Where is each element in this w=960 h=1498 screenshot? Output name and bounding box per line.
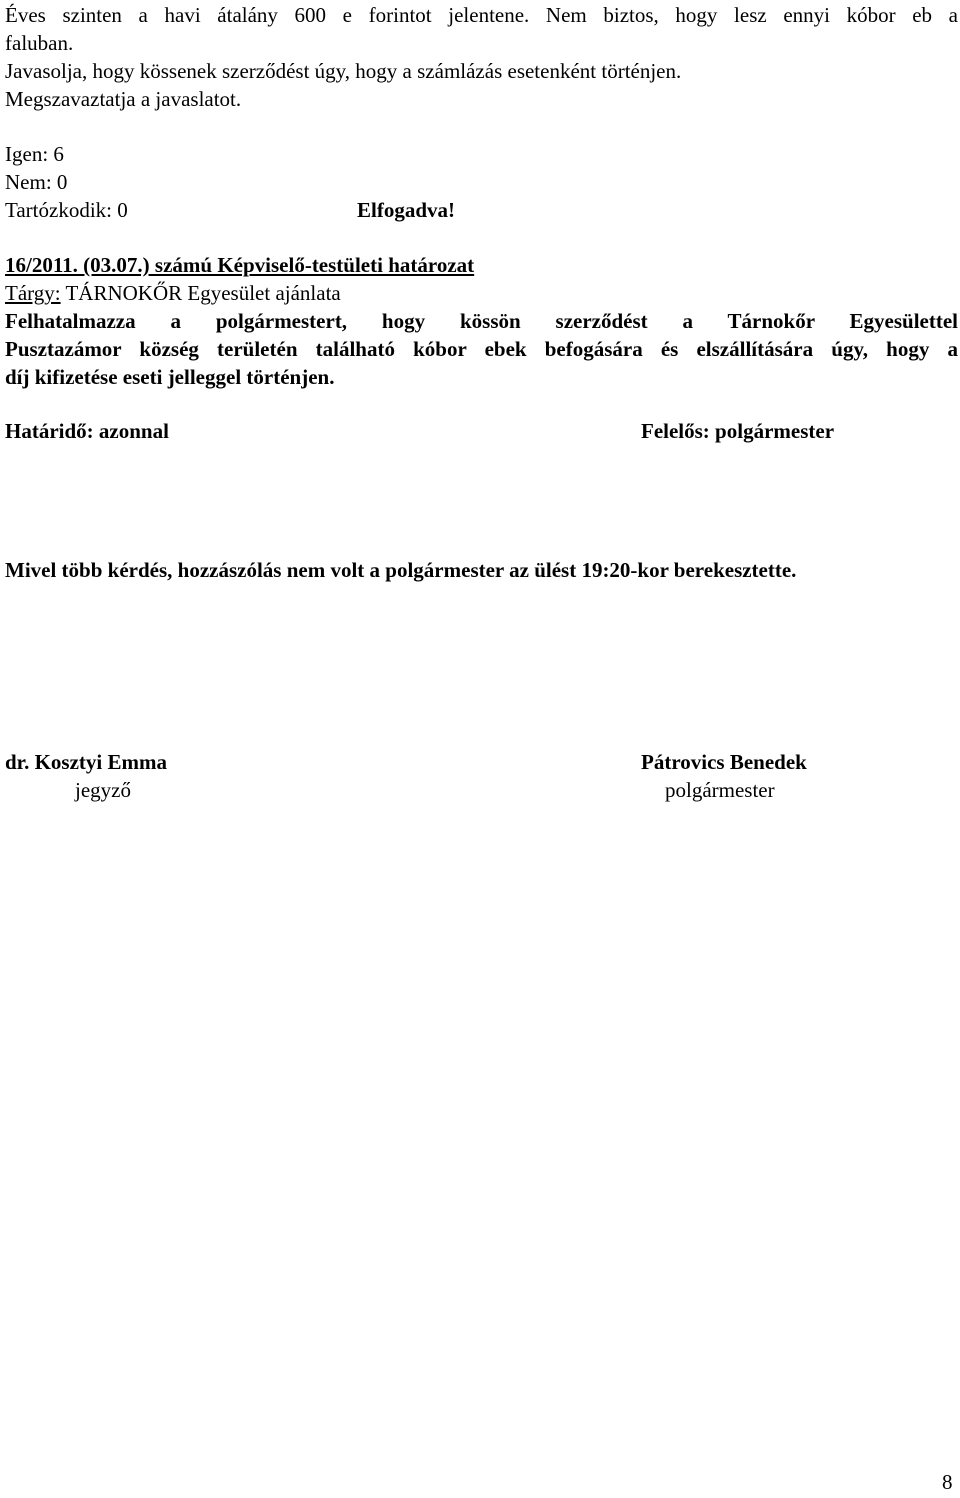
resolution-deadline: Határidő: azonnal <box>5 419 169 443</box>
resolution-subject <box>5 279 341 307</box>
intro-line-3: Javasolja, hogy kössenek szerződést úgy, hogy a számlázás esetenként történjen. <box>5 59 682 83</box>
resolution-body-line-1: Felhatalmazza a polgármestert, hogy kössön szerződést a Tárnokőr Egyesülettel <box>5 309 958 333</box>
signature-right-name: Pátrovics Benedek <box>641 750 807 774</box>
page-number: 8 <box>942 1470 953 1494</box>
intro-line-4: Megszavaztatja a javaslatot. <box>5 87 242 111</box>
signature-right-title: polgármester <box>665 778 775 802</box>
intro-line-1: Éves szinten a havi átalány 600 e forintot jelentene. Nem biztos, hogy lesz ennyi kóbor eb a <box>5 3 958 27</box>
resolution-number: 16/2011. (03.07.) számú Képviselő-testületi határozat <box>5 253 475 277</box>
closing-statement: Mivel több kérdés, hozzászólás nem volt a polgármester az ülést 19:20-kor berekesztette. <box>5 558 797 582</box>
vote-result: Elfogadva! <box>357 198 456 222</box>
signature-left-name: dr. Kosztyi Emma <box>5 750 167 774</box>
vote-abstain: Tartózkodik: 0 <box>5 198 128 222</box>
resolution-responsible: Felelős: polgármester <box>641 419 835 443</box>
vote-no: Nem: 0 <box>5 170 68 194</box>
subject-text: TÁRNOKŐR Egyesület ajánlata <box>60 281 341 305</box>
subject-label: Tárgy: <box>5 281 61 305</box>
resolution-body-line-2: Pusztazámor község területén található kóbor ebek befogására és elszállítására úgy, hogy a <box>5 337 958 361</box>
signature-left-title: jegyző <box>75 778 131 802</box>
vote-yes: Igen: 6 <box>5 142 64 166</box>
intro-line-2: faluban. <box>5 31 74 55</box>
resolution-body-line-3: díj kifizetése eseti jelleggel történjen. <box>5 365 335 389</box>
